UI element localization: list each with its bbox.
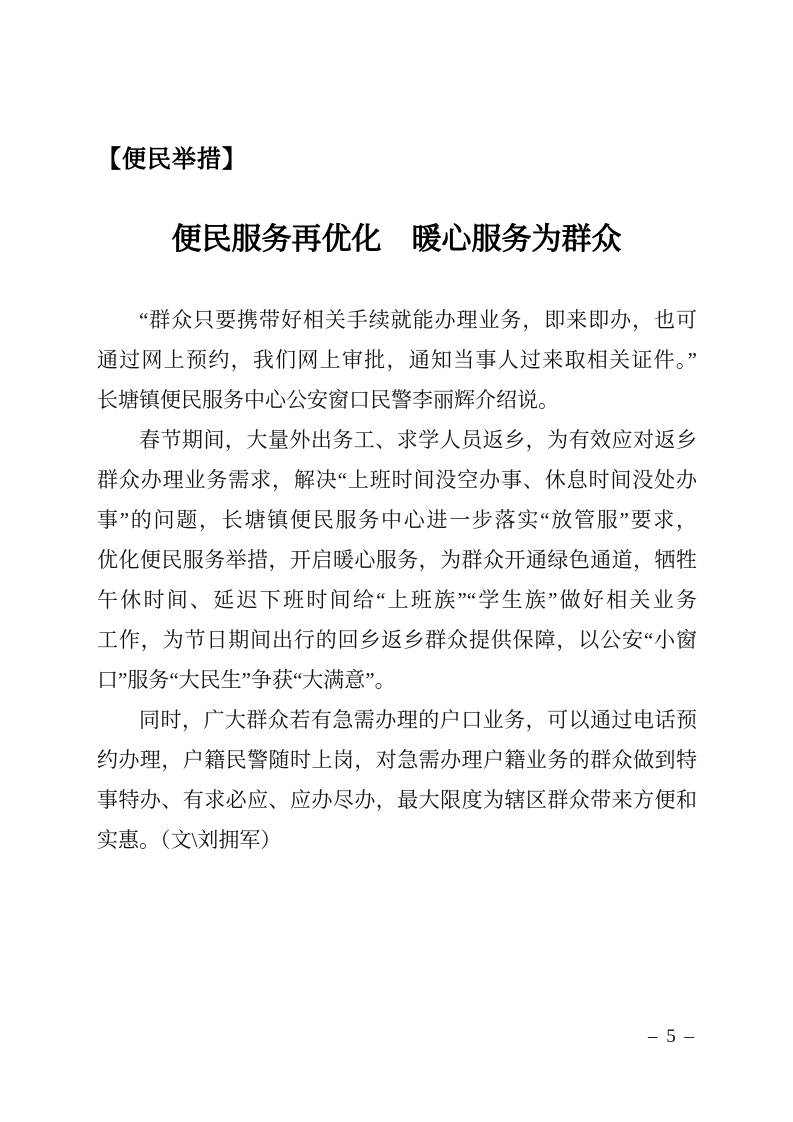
paragraph-line: “群众只要携带好相关手续就能办理业务，即来即办，也可 xyxy=(139,308,697,332)
paragraph-line: 约办理，户籍民警随时上岗，对急需办理户籍业务的群众做到特 xyxy=(97,748,697,772)
paragraph-line: 长塘镇便民服务中心公安窗口民警李丽辉介绍说。 xyxy=(97,388,559,412)
paragraph-3 xyxy=(97,700,697,860)
paragraph-line: 同时，广大群众若有急需办理的户口业务，可以通过电话预 xyxy=(139,708,697,732)
page-title: 便民服务再优化 暖心服务为群众 xyxy=(171,223,622,256)
paragraph-line: 通过网上预约，我们网上审批，通知当事人过来取相关证件。” xyxy=(97,348,697,372)
paragraph-line: 工作，为节日期间出行的回乡返乡群众提供保障，以公安“小窗 xyxy=(97,628,697,652)
paragraph-line: 午休时间、延迟下班时间给“上班族”“学生族”做好相关业务 xyxy=(97,588,697,612)
paragraph-line: 群众办理业务需求，解决“上班时间没空办事、休息时间没处办 xyxy=(97,468,697,492)
paragraph-line: 实惠。（文\刘拥军） xyxy=(97,828,282,852)
paragraph-line: 口”服务“大民生”争获“大满意”。 xyxy=(97,668,396,692)
paragraph-2 xyxy=(97,420,697,700)
article-body xyxy=(97,300,697,860)
paragraph-line: 优化便民服务举措，开启暖心服务，为群众开通绿色通道，牺牲 xyxy=(97,548,697,572)
page-number: – 5 – xyxy=(648,1026,696,1047)
paragraph-line: 事特办、有求必应、应办尽办，最大限度为辖区群众带来方便和 xyxy=(97,788,697,812)
paragraph-line: 事”的问题，长塘镇便民服务中心进一步落实“放管服”要求， xyxy=(97,508,697,532)
paragraph-1 xyxy=(97,300,697,420)
section-header: 【便民举措】 xyxy=(97,146,247,173)
paragraph-line: 春节期间，大量外出务工、求学人员返乡，为有效应对返乡 xyxy=(139,428,697,452)
